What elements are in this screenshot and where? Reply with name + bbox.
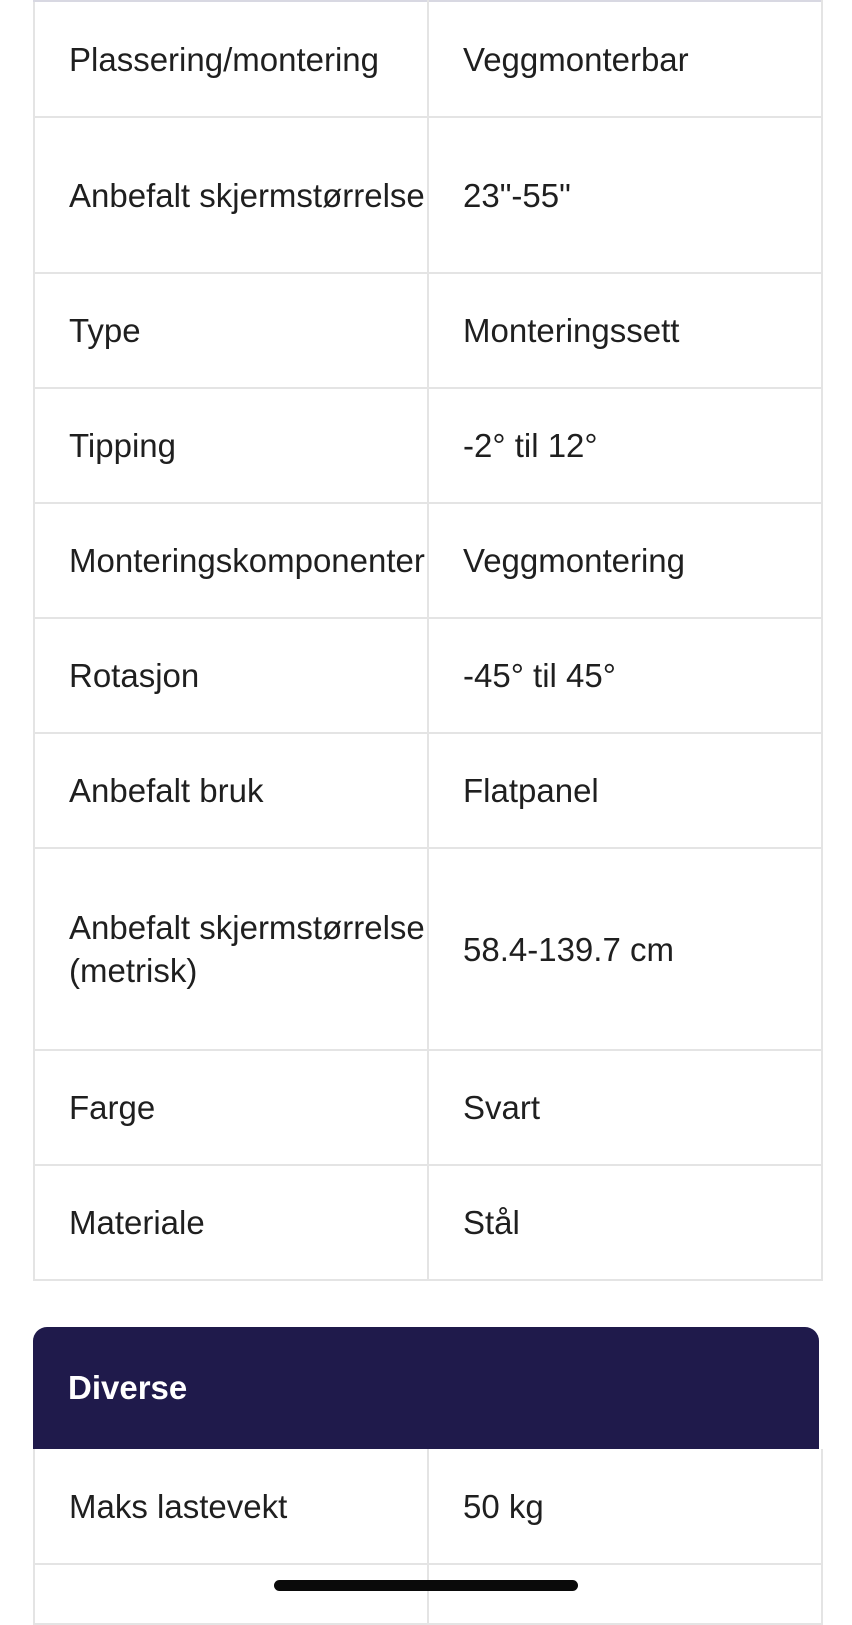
spec-value: -2° til 12° bbox=[428, 388, 822, 503]
home-indicator[interactable] bbox=[274, 1580, 578, 1591]
spec-label: Anbefalt skjermstørrelse (metrisk) bbox=[34, 848, 428, 1050]
spec-label: Plassering/montering bbox=[34, 1, 428, 117]
spec-label: Type bbox=[34, 273, 428, 388]
table-row bbox=[34, 1050, 822, 1165]
table-row bbox=[34, 117, 822, 273]
section-header-diverse bbox=[33, 1327, 819, 1449]
spec-label bbox=[34, 1564, 428, 1624]
table-row bbox=[34, 618, 822, 733]
spec-value: Svart bbox=[428, 1050, 822, 1165]
table-row bbox=[34, 503, 822, 618]
table-row bbox=[34, 733, 822, 848]
spec-value: Flatpanel bbox=[428, 733, 822, 848]
spec-value: Stål bbox=[428, 1165, 822, 1280]
spec-value: Monteringssett bbox=[428, 273, 822, 388]
table-row bbox=[34, 1, 822, 117]
table-row bbox=[34, 1165, 822, 1280]
spec-value bbox=[428, 1564, 822, 1624]
section-title: Diverse bbox=[68, 1369, 188, 1406]
table-row bbox=[34, 1564, 822, 1624]
spec-label: Anbefalt skjermstørrelse bbox=[34, 117, 428, 273]
spec-label: Maks lastevekt bbox=[34, 1449, 428, 1564]
spec-table bbox=[33, 0, 823, 1281]
spec-value: Veggmonterbar bbox=[428, 1, 822, 117]
table-row bbox=[34, 848, 822, 1050]
spec-value: Veggmontering bbox=[428, 503, 822, 618]
table-row bbox=[34, 1449, 822, 1564]
table-row bbox=[34, 273, 822, 388]
spec-label: Farge bbox=[34, 1050, 428, 1165]
spec-value: 50 kg bbox=[428, 1449, 822, 1564]
spec-value: 23"-55" bbox=[428, 117, 822, 273]
spec-value: 58.4-139.7 cm bbox=[428, 848, 822, 1050]
table-row bbox=[34, 388, 822, 503]
spec-value: -45° til 45° bbox=[428, 618, 822, 733]
spec-label: Rotasjon bbox=[34, 618, 428, 733]
diverse-table bbox=[33, 1449, 823, 1625]
spec-label: Monteringskomponenter bbox=[34, 503, 428, 618]
spec-label: Tipping bbox=[34, 388, 428, 503]
spec-label: Anbefalt bruk bbox=[34, 733, 428, 848]
spec-label: Materiale bbox=[34, 1165, 428, 1280]
